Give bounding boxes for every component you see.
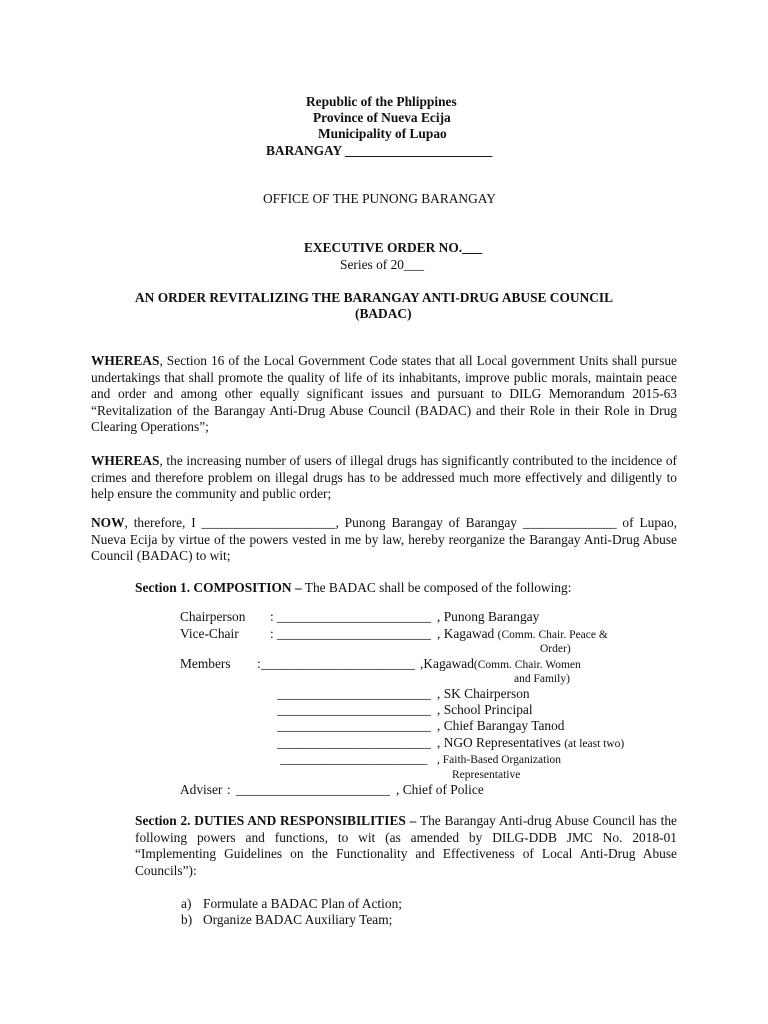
section2-paragraph [135, 813, 677, 879]
vice-chair-role-text: , Kagawad [437, 626, 495, 641]
section1-heading: Section 1. COMPOSITION – [135, 580, 302, 595]
order-title: EXECUTIVE ORDER NO.___ [304, 240, 483, 255]
members-note-1: (Comm. Chair. Women [473, 659, 581, 671]
vice-chair-label: Vice-Chair [180, 626, 239, 641]
section2-item-b-text: Organize BADAC Auxiliary Team; [203, 912, 393, 927]
members-role-text: ,Kagawad [420, 656, 474, 671]
vice-chair-note-1: (Comm. Chair. Peace & [497, 629, 608, 641]
member-tanod-blank: _______________________ [277, 718, 431, 733]
vice-chair-role [437, 626, 608, 644]
members-blank: _______________________ [261, 656, 415, 671]
office-title: OFFICE OF THE PUNONG BARANGAY [263, 191, 496, 206]
now-lead: NOW [91, 515, 125, 530]
header-municipality: Municipality of Lupao [318, 126, 447, 141]
chairperson-colon: : [270, 609, 274, 624]
member-sk-blank: _______________________ [277, 686, 431, 701]
header-province: Province of Nueva Ecija [313, 110, 451, 125]
whereas-paragraph-1 [91, 353, 677, 436]
members-colon: : [257, 656, 261, 671]
order-subject-line1: AN ORDER REVITALIZING THE BARANGAY ANTI-DRUG ABUSE COUNCIL [135, 290, 614, 305]
members-label: Members [180, 656, 231, 671]
now-text: , therefore, I ____________________, Punong Barangay of Barangay ______________ of Lupao, Nueva Ecija by virtue of the powers vested in me by law, hereby reorganize the Barangay Anti-Drug Abuse Council (BADAC) to wit; [91, 515, 677, 563]
order-series: Series of 20___ [340, 257, 425, 272]
whereas-text-1: , Section 16 of the Local Government Code states that all Local government Units shall pursue undertakings that shall promote the quality of life of its inhabitants, improve public morals, maintain peace and order and among other equally significant issues and pursuant to DILG Memorandum 2015-63 “Revitalization of the Barangay Anti-Drug Abuse Council (BADAC) and their Role in their Role in Drug Clearing Operations”; [91, 353, 677, 434]
section2-text: The Barangay Anti-drug Abuse Council has the following powers and functions, to wit (as amended by DILG-DDB JMC No. 2018-01 “Implementing Guidelines on the Functionality and Effectiveness of Local Anti-Drug Abuse Councils”): [135, 813, 677, 878]
member-principal-blank: _______________________ [277, 702, 431, 717]
member-ngo-role [437, 735, 624, 753]
header-republic: Republic of the Phlippines [306, 94, 457, 109]
chairperson-blank: _______________________ [277, 609, 431, 624]
member-sk-role: , SK Chairperson [437, 686, 530, 701]
chairperson-label: Chairperson [180, 609, 246, 624]
vice-chair-colon: : [270, 626, 274, 641]
member-ngo-role-text: , NGO Representatives [437, 735, 561, 750]
section2-heading: Section 2. DUTIES AND RESPONSIBILITIES – [135, 813, 417, 828]
member-principal-role: , School Principal [437, 702, 533, 717]
adviser-colon: : [227, 782, 231, 797]
section2-item-a-marker: a) [181, 896, 192, 911]
member-ngo-blank: _______________________ [277, 735, 431, 750]
now-paragraph [91, 515, 677, 565]
members-note-2: and Family) [514, 673, 570, 685]
section2-item-b-marker: b) [181, 912, 193, 927]
section1-heading-line [135, 580, 571, 597]
vice-chair-blank: _______________________ [277, 626, 431, 641]
order-subject-line2: (BADAC) [355, 306, 412, 321]
member-faith-role: , Faith-Based Organization [437, 754, 562, 766]
vice-chair-note-2: Order) [540, 643, 571, 655]
member-tanod-role: , Chief Barangay Tanod [437, 718, 565, 733]
section2-item-a-text: Formulate a BADAC Plan of Action; [203, 896, 402, 911]
member-faith-note: Representative [452, 769, 521, 781]
section1-intro: The BADAC shall be composed of the following: [301, 580, 572, 595]
whereas-lead-2: WHEREAS [91, 453, 160, 468]
adviser-role: , Chief of Police [396, 782, 484, 797]
member-ngo-note: (at least two) [564, 738, 625, 750]
header-barangay: BARANGAY ______________________ [266, 143, 493, 158]
chairperson-role: , Punong Barangay [437, 609, 540, 624]
adviser-label: Adviser [180, 782, 223, 797]
adviser-blank: _______________________ [236, 782, 390, 797]
whereas-text-2: , the increasing number of users of illegal drugs has significantly contributed to the incidence of crimes and therefore problem on illegal drugs has to be addressed much more effectively and diligently to help ensure the community and public order; [91, 453, 677, 501]
whereas-lead-1: WHEREAS [91, 353, 160, 368]
whereas-paragraph-2 [91, 453, 677, 503]
member-faith-blank: ______________________ [280, 751, 428, 766]
